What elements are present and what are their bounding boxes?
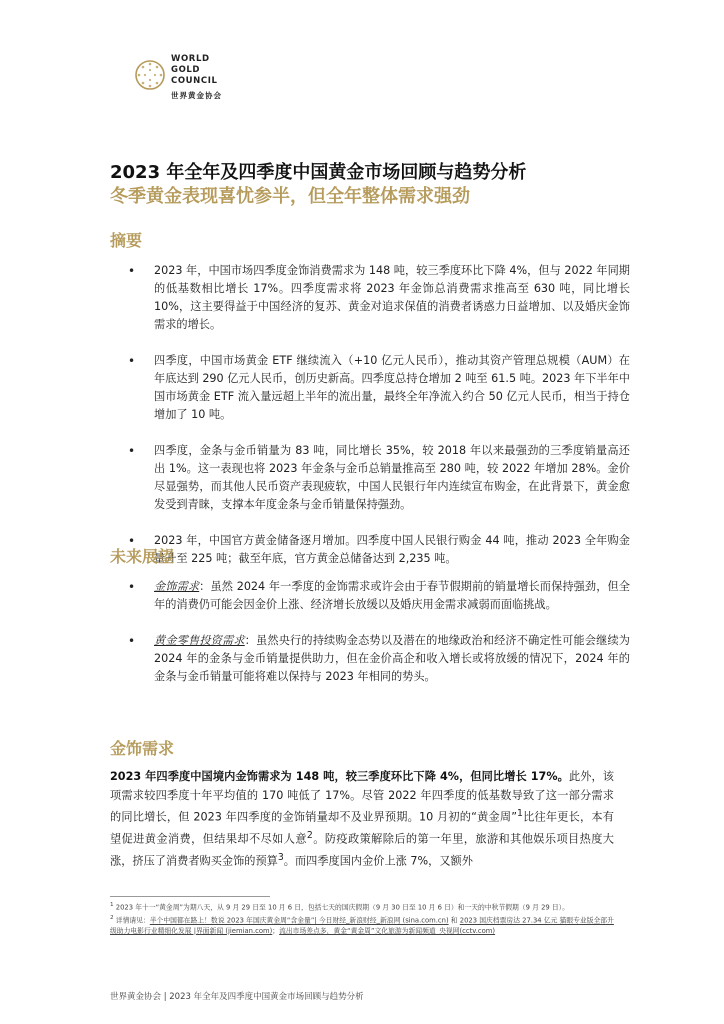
report-title: 2023 年全年及四季度中国黄金市场回顾与趋势分析 xyxy=(110,162,527,183)
logo-wordmark: WORLD GOLD COUNCIL xyxy=(171,54,218,86)
summary-heading: 摘要 xyxy=(110,231,143,250)
page-footer: 世界黄金协会 | 2023 年全年及四季度中国黄金市场回顾与趋势分析 xyxy=(110,992,364,1002)
footnote-link[interactable]: 2023 国庆档票房达 27.34 亿元 猫眼专业版全部升级助力电影行业精细化发展 |界面新闻 (jiemian.com) xyxy=(110,916,614,935)
footnote: $^1$ 2023 年十一“黄金周”为期八天，从 9 月 29 日至 10 月 6 日，包括七天的国庆假期（9 月 30 日至 10 月 6 日）和一天的中秋节假期（9 月 29 日）。 xyxy=(110,902,569,912)
outlook-label: 黄金零售投资需求 xyxy=(154,634,245,647)
footnote: $^2$ 详情请见：半个中国都在路上！数说 2023 年国庆黄金周“含金量”| 今日财经_新浪财经_新浪网 (sina.com.cn) 和 2023 国庆档票房达 27.34 亿元 猫眼专业版全部升级助力电影行业精细化发展 |界面新闻 (jiemian.com)；流出市场差点多，黄金“黄金周”文化旅游为新闻频道_央视网(cctv.com) xyxy=(110,915,614,935)
summary-item: • 2023 年，中国市场四季度金饰消费需求为 148 吨，较三季度环比下降 4%，但与 2022 年同期的低基数相比增长 17%。四季度需求将 2023 年金饰总消费需求推高至 630 吨，同比增长 10%，这主要得益于中国经济的复苏、黄金对追求保值的消费者诱惑力日益增加、以及婚庆金饰需求的增长。 xyxy=(110,262,630,334)
jewellery-body: 。而四季度国内金价上涨 7%，又额外 xyxy=(283,855,473,869)
wgc-logo-mark-icon xyxy=(133,58,167,92)
jewellery-paragraph xyxy=(110,768,614,872)
outlook-text: ：虽然央行的持续购金态势以及潜在的地缘政治和经济不确定性可能会继续为 2024 年的金条与金币销量提供助力，但在金价高企和收入增长或将放缓的情况下，2024 年的金条与金币销量可能将难以保持与 2023 年相同的势头。 xyxy=(154,634,630,683)
outlook-heading: 未来展望 xyxy=(110,547,175,566)
report-subtitle: 冬季黄金表现喜忧参半，但全年整体需求强劲 xyxy=(110,186,470,207)
logo-chinese-name: 世界黄金协会 xyxy=(171,91,222,100)
summary-item: • 2023 年，中国官方黄金储备逐月增加。四季度中国人民银行购金 44 吨，推动 2023 全年购金量升至 225 吨；截至年底，官方黄金总储备达到 2,235 吨。 xyxy=(110,532,630,568)
footnotes xyxy=(110,900,620,937)
jewellery-heading: 金饰需求 xyxy=(110,739,175,758)
outlook-item-jewellery xyxy=(110,578,630,614)
outlook-label: 金饰需求 xyxy=(154,580,200,593)
outlook-list xyxy=(110,578,630,686)
jewellery-body: 此外，该项需求较四季度十年平均值的 170 吨低了 17%。尽管 2022 年四季度的低基数导致了这一部分需求的同比增长，但 2023 年四季度的金饰销量却不及业界预期。10 月初的“黄金周” xyxy=(110,770,614,824)
footnote-link[interactable]: 流出市场差点多，黄金“黄金周”文化旅游为新闻频道_央视网(cctv.com) xyxy=(279,926,496,935)
jewellery-body: 比往年更长，本有望促进黄金消费，但结果却不尽如人意 xyxy=(110,810,614,846)
outlook-text: ：虽然 2024 年一季度的金饰需求或许会由于春节假期前的销量增长而保持强劲，但全年的消费仍可能会因金价上涨、经济增长放缓以及婚庆用金需求减弱而面临挑战。 xyxy=(154,580,630,611)
summary-list xyxy=(110,262,630,568)
footnote-ref[interactable]: 2 xyxy=(306,830,313,842)
jewellery-lead: 2023 年四季度中国境内金饰需求为 148 吨，较三季度环比下降 4%，但同比增长 17%。 xyxy=(110,770,569,783)
footnote-ref[interactable]: 1 xyxy=(517,808,523,819)
outlook-item-retail-investment xyxy=(110,632,630,686)
summary-item: • 四季度，金条与金币销量为 83 吨，同比增长 35%，较 2018 年以来最强劲的三季度销量高还出 1%。这一表现也将 2023 年金条与金币总销量推高至 280 吨，较 2022 年增加 28%。金价尽显强势，而其他人民币资产表现疲软，中国人民银行年内连续宣布购金，在此背景下，黄金愈发受到青睐，支撑本年度金条与金币销量保持强劲。 xyxy=(110,442,630,514)
wgc-logo xyxy=(133,52,253,112)
footnote-ref[interactable]: 3 xyxy=(277,852,284,864)
footnote-divider xyxy=(110,896,270,897)
footnote-link[interactable]: 半个中国都在路上！数说 2023 年国庆黄金周“含金量”| 今日财经_新浪财经_新浪网 (sina.com.cn) xyxy=(149,916,449,925)
jewellery-body: 。防疫政策解除后的第一年里，旅游和其他娱乐项目热度大涨，挤压了消费者购买金饰的预算 xyxy=(110,832,614,869)
summary-item: • 四季度，中国市场黄金 ETF 继续流入（+10 亿元人民币），推动其资产管理总规模（AUM）在年底达到 290 亿元人民币，创历史新高。四季度总持仓增加 2 吨至 61.5 吨。2023 年下半年中国市场黄金 ETF 流入量远超上半年的流出量，最终全年净流入约合 50 亿元人民币，相当于持仓增加了 10 吨。 xyxy=(110,352,630,424)
